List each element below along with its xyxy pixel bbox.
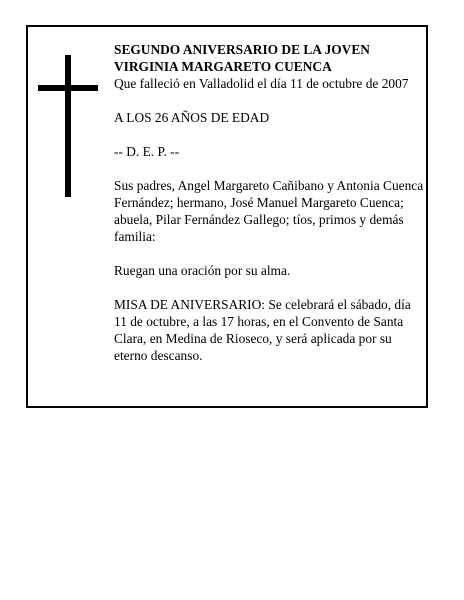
notice-text <box>114 41 424 381</box>
mass-paragraph: MISA DE ANIVERSARIO: Se celebrará el sábado, día 11 de octubre, a las 17 horas, en el Convento de Santa Clara, en Medina de Rioseco, y será aplicada por su eterno descanso. <box>114 297 411 363</box>
prayer-line: Ruegan una oración por su alma. <box>114 263 291 278</box>
family-paragraph: Sus padres, Angel Margareto Cañibano y Antonia Cuenca Fernández; hermano, José Manuel Margareto Cuenca; abuela, Pilar Fernández Gallego; tíos, primos y demás familia: <box>114 178 424 244</box>
cross-vertical-bar <box>65 55 71 197</box>
notice-title-line-2: VIRGINIA MARGARETO CUENCA <box>114 59 332 74</box>
rip-line: -- D. E. P. -- <box>114 144 180 159</box>
obituary-notice <box>26 25 428 408</box>
death-date-line: Que falleció en Valladolid el día 11 de octubre de 2007 <box>114 76 409 91</box>
cross-horizontal-bar <box>38 85 98 91</box>
notice-title-line-1: SEGUNDO ANIVERSARIO DE LA JOVEN <box>114 42 370 57</box>
age-line: A LOS 26 AÑOS DE EDAD <box>114 110 270 125</box>
